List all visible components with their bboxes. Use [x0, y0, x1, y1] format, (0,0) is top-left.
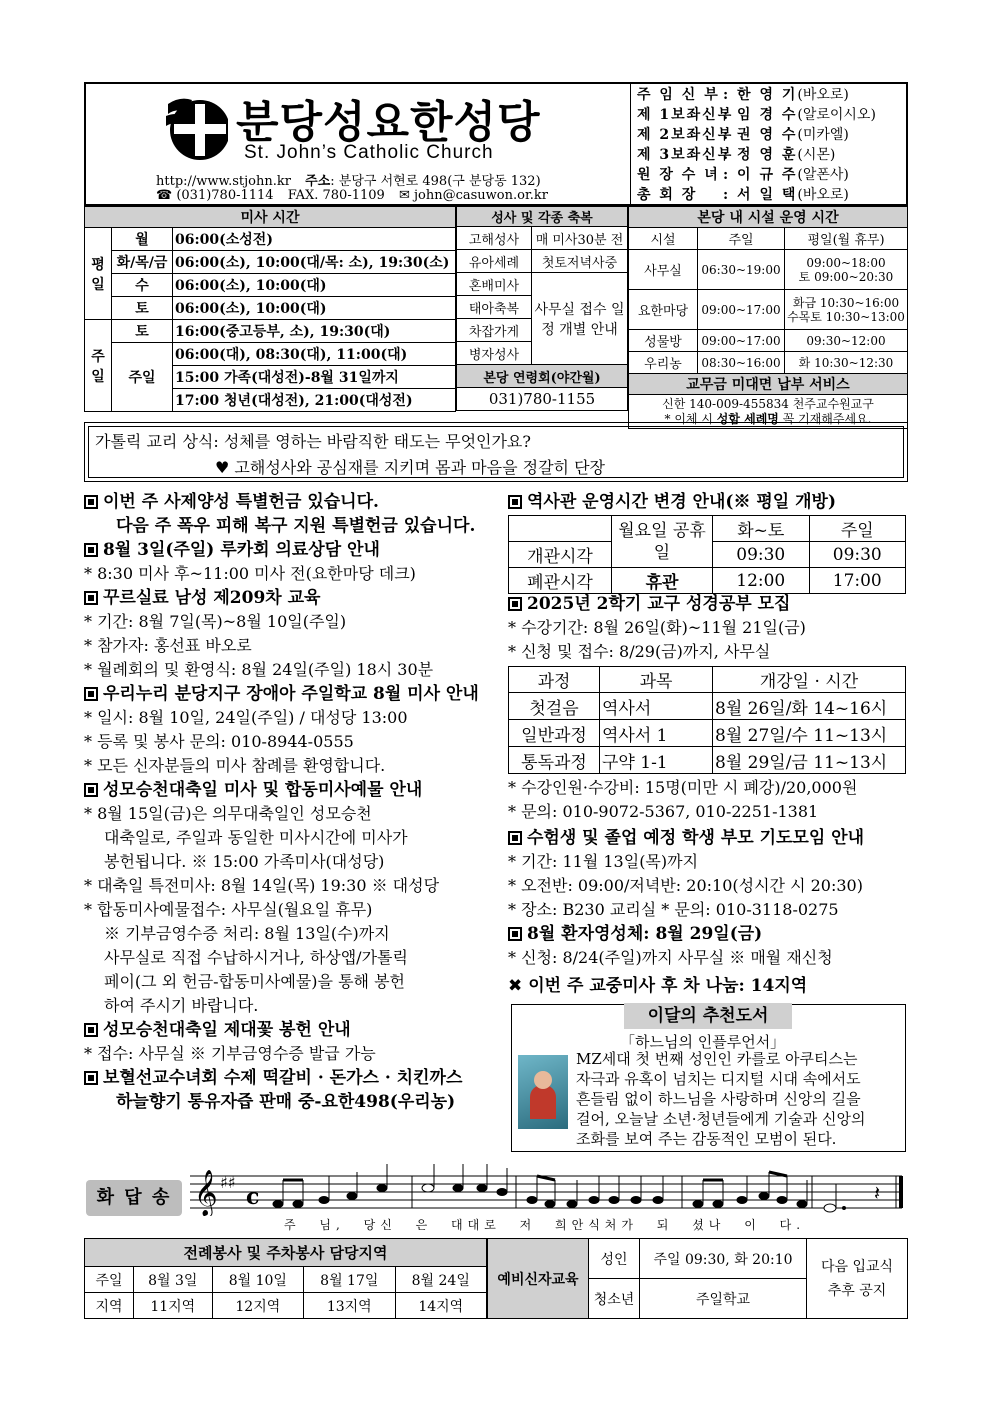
- clergy-row: 원 장 수 녀 : 이 규 주(알폰사): [637, 167, 849, 183]
- facilities-title: 본당 내 시설 운영 시간: [629, 207, 908, 228]
- mass-day: 토: [112, 320, 173, 343]
- notice-bullet: * 대축일 특전미사: 8월 14일(목) 19:30 ※ 대성당: [84, 876, 440, 895]
- hall-time: 12:00: [713, 568, 810, 594]
- notice-line: 하여 주시기 바랍니다.: [104, 996, 259, 1015]
- psalm-music-staff: [190, 1160, 906, 1216]
- bible-cell: 통독과정: [509, 747, 600, 774]
- facility-sunday: 06:30~19:00: [698, 250, 785, 290]
- bible-cell: 역사서 1: [600, 720, 713, 747]
- svg-text:♯♯: ♯♯: [220, 1173, 236, 1192]
- facility-sunday: 09:00~17:00: [698, 290, 785, 330]
- hall-col: 주일: [809, 516, 906, 542]
- masthead: [84, 82, 908, 206]
- payment-info: 신한 140-009-455834 천주교수원교구 * 이체 시 성함 세례명 꼭 기재해주세요.: [629, 395, 908, 429]
- notice-bullet: * 오전반: 09:00/저녁반: 20:10(성시간 시 20:30): [508, 876, 863, 895]
- notice-bullet: * 등록 및 봉사 문의: 010-8944-0555: [84, 732, 354, 751]
- bible-header: 과정: [509, 667, 600, 693]
- facility-sunday: 09:00~17:00: [698, 330, 785, 352]
- notice-line: ※ 기부금영수증 처리: 8월 13일(수)까지: [104, 924, 390, 943]
- catechism-box: [84, 422, 908, 482]
- sacrament-item: 유아세례: [457, 250, 532, 273]
- sacraments-table: [456, 206, 628, 411]
- notice-bullet: * 기간: 11월 13일(목)까지: [508, 852, 699, 871]
- sacrament-item: 태아축복: [457, 296, 532, 319]
- youth-label: 청소년: [589, 1279, 640, 1319]
- sunday-label: 주일: [85, 320, 112, 412]
- bible-section: 2025년 2학기 교구 성경공부 모집 * 수강기간: 8월 26일(화)~11월 21일(금) * 신청 및 접수: 8/29(금)까지, 사무실: [508, 594, 806, 661]
- bible-table: [508, 666, 906, 774]
- notice-icon: [508, 831, 522, 845]
- duty-row-label: 주일: [85, 1267, 134, 1293]
- notice-icon: [508, 927, 522, 941]
- duty-date: 8월 17일: [304, 1267, 395, 1293]
- mass-title: 미사 시간: [85, 207, 456, 228]
- sacraments-title: 성사 및 각종 축복: [457, 207, 628, 227]
- monday-holiday: 월요일 공휴일: [612, 516, 713, 568]
- bible-cell: 8월 26일/화 14~16시: [713, 693, 906, 720]
- duty-row-label: 지역: [85, 1293, 134, 1319]
- notice-heading: 이번 주 사제양성 특별헌금 있습니다.: [84, 490, 504, 514]
- duty-area: 12지역: [212, 1293, 303, 1319]
- notice-line: 봉헌됩니다. ※ 15:00 가족미사(대성당): [104, 852, 385, 871]
- bible-cell: 구약 1-1: [600, 747, 713, 774]
- notice-heading: 성모승천대축일 미사 및 합동미사예물 안내: [84, 778, 504, 802]
- book-name: 「하느님의 인플루언서」: [620, 1033, 786, 1051]
- bible-cell: 8월 27일/수 11~13시: [713, 720, 906, 747]
- fax: FAX. 780-1109: [287, 188, 385, 203]
- weekday-label: 평일: [85, 228, 112, 320]
- notice-icon: [84, 783, 98, 797]
- facilities-table: [628, 206, 908, 429]
- adult-time: 주일 09:30, 화 20:10: [640, 1239, 807, 1279]
- notice-subheading: 하늘향기 통유자즙 판매 중-요한498(우리농): [116, 1092, 456, 1112]
- notice-bullet: * 모든 신자분들의 미사 참례를 환영합니다.: [84, 756, 386, 775]
- bible-cell: 8월 29일/금 11~13시: [713, 747, 906, 774]
- notice-bullet: * 합동미사예물접수: 사무실(월요일 휴무): [84, 900, 373, 919]
- facility-weekday: 09:00~18:00 토 09:00~20:30: [785, 250, 908, 290]
- book-title: 이달의 추천도서: [624, 1003, 792, 1029]
- notice-line: 대축일로, 주일과 동일한 미사시간에 미사가: [104, 828, 408, 847]
- address-label: 주소: [305, 174, 331, 189]
- adult-label: 성인: [589, 1239, 640, 1279]
- facility-weekday: 화금 10:30~16:00 수목토 10:30~13:00: [785, 290, 908, 330]
- notice-heading: 우리누리 분당지구 장애아 주일학교 8월 미사 안내: [84, 682, 504, 706]
- clergy-row: 제 1보좌신부: 임 경 수(알로이시오): [637, 107, 876, 123]
- duty-date: 8월 3일: [134, 1267, 213, 1293]
- right-notices: [508, 826, 864, 970]
- history-hall-title: 역사관 운영시간 변경 안내(※ 평일 개방): [508, 490, 836, 514]
- notice-bullet: * 신청: 8/24(주일)까지 사무실 ※ 매월 재신청: [508, 948, 833, 967]
- notice-heading: 꾸르실료 남성 제209차 교육: [84, 586, 504, 610]
- notice-bullet: * 접수: 사무실 ※ 기부금영수증 발급 가능: [84, 1044, 376, 1063]
- duty-area: 14지역: [395, 1293, 486, 1319]
- notice-line: 사무실로 직접 수납하시거나, 하상앱/가톨릭: [104, 948, 408, 967]
- notice-bullet: * 참가자: 홍선표 바오로: [84, 636, 252, 655]
- mass-time: 06:00(소성전): [173, 228, 456, 251]
- duty-date: 8월 10일: [212, 1267, 303, 1293]
- clergy-row: 주 임 신 부 : 한 영 기(바오로): [637, 87, 849, 103]
- svg-text:𝄽: 𝄽: [874, 1181, 881, 1205]
- notice-heading: 8월 환자영성체: 8월 29일(금): [508, 922, 864, 946]
- notice-heading: 성모승천대축일 제대꽃 봉헌 안내: [84, 1018, 504, 1042]
- sunday-extra: 17:00 청년(대성전), 21:00(대성전): [173, 389, 456, 412]
- notice-bullet: * 8:30 미사 후~11:00 미사 전(요한마당 데크): [84, 564, 416, 583]
- bible-header: 과목: [600, 667, 713, 693]
- catechumen-table: [487, 1238, 908, 1319]
- sacrament-item: 병자성사: [457, 342, 532, 365]
- facility-name: 요한마당: [629, 290, 698, 330]
- facility-name: 우리농: [629, 352, 698, 374]
- tea-sharing: ✖ 이번 주 교중미사 후 차 나눔: 14지역: [508, 976, 808, 996]
- clergy-row: 총 회 장 : 서 일 택(바오로): [637, 187, 849, 203]
- facility-weekday: 09:30~12:00: [785, 330, 908, 352]
- sacrament-item: 혼배미사: [457, 273, 532, 296]
- svg-text:𝄞: 𝄞: [194, 1170, 218, 1216]
- bible-cell: 역사서: [600, 693, 713, 720]
- hall-col: 화~토: [713, 516, 810, 542]
- mass-time: 16:00(중고등부, 소), 19:30(대): [173, 320, 456, 343]
- bible-header: 개강일 · 시간: [713, 667, 906, 693]
- church-name-ko: 분당성요한성당: [236, 97, 541, 148]
- mass-time: 06:00(소), 10:00(대): [173, 297, 456, 320]
- hall-close-label: 폐관시각: [509, 568, 612, 594]
- mass-day: 수: [112, 274, 173, 297]
- sacrament-note: 매 미사30분 전: [532, 227, 628, 250]
- mass-day: 주일: [112, 343, 173, 412]
- hall-closed: 휴관: [612, 568, 713, 594]
- book-cover-image: [518, 1055, 568, 1129]
- book-desc: MZ세대 첫 번째 성인인 카를로 아쿠티스는 자극과 유혹이 넘치는 디지털 시대 속에서도 흔들림 없이 하느님을 사랑하며 신앙의 길을 걸어, 오늘날 소년·청년들에게 기술과 신앙의 조화를 보여 주는 감동적인 모범이 된다.: [576, 1050, 866, 1148]
- sunday-extra: 15:00 가족(대성전)-8월 31일까지: [173, 366, 456, 389]
- email-link[interactable]: ✉ john@casuwon.or.kr: [398, 188, 548, 203]
- council-title: 본당 연령회(야간월): [457, 365, 628, 388]
- payment-title: 교무금 미대면 납부 서비스: [629, 374, 908, 395]
- catechism-answer: ♥ 고해성사와 공심재를 지키며 몸과 마음을 정갈히 단장: [215, 458, 605, 477]
- notice-bullet: * 일시: 8월 10일, 24일(주일) / 대성당 13:00: [84, 708, 408, 727]
- facility-header: 주일: [698, 228, 785, 250]
- website-link[interactable]: http://www.stjohn.kr: [156, 174, 291, 189]
- clergy-row: 제 3보좌신부: 정 영 훈(시몬): [637, 147, 836, 163]
- bible-footer: * 수강인원·수강비: 15명(미만 시 폐강)/20,000원 * 문의: 010-9072-5367, 010-2251-1381: [508, 778, 858, 821]
- hall-time: 09:30: [713, 542, 810, 568]
- duty-area: 13지역: [304, 1293, 395, 1319]
- notice-bullet: * 장소: B230 교리실 * 문의: 010-3118-0275: [508, 900, 839, 919]
- notice-icon: [84, 687, 98, 701]
- mass-day: 화/목/금: [112, 251, 173, 274]
- notice-heading: 8월 3일(주일) 루카회 의료상담 안내: [84, 538, 504, 562]
- facility-weekday: 화 10:30~12:30: [785, 352, 908, 374]
- duty-table: [84, 1238, 487, 1319]
- notice-subheading: 다음 주 폭우 피해 복구 지원 특별헌금 있습니다.: [116, 516, 476, 536]
- sacrament-item: 고해성사: [457, 227, 532, 250]
- bible-cell: 일반과정: [509, 720, 600, 747]
- next-entry: 다음 입교식 추후 공지: [807, 1239, 908, 1319]
- notice-icon: [508, 597, 522, 611]
- council-phone: 031)780-1155: [457, 388, 628, 411]
- notice-bullet: * 8월 15일(금)은 의무대축일인 성모승천: [84, 804, 372, 823]
- address: : 분당구 서현로 498(구 분당동 132): [330, 174, 541, 189]
- facility-name: 성물방: [629, 330, 698, 352]
- facility-sunday: 08:30~16:00: [698, 352, 785, 374]
- facility-header: 평일(월 휴무): [785, 228, 908, 250]
- notice-icon: [84, 591, 98, 605]
- notice-icon: [84, 495, 98, 509]
- left-notices: [84, 490, 504, 1114]
- notice-icon: [84, 543, 98, 557]
- mass-time: 06:00(소), 10:00(대/목: 소), 19:30(소): [173, 251, 456, 274]
- catechumen-label: 예비신자교육: [488, 1239, 589, 1319]
- hall-time: 09:30: [809, 542, 906, 568]
- phone: ☎ (031)780-1114: [156, 188, 274, 203]
- duty-date: 8월 24일: [395, 1267, 486, 1293]
- notice-icon: [84, 1023, 98, 1037]
- psalm-lyrics: 주 님, 당신 은 대대로 저 희안식처가 되 셨나 이 다.: [284, 1218, 806, 1232]
- notice-heading: 보혈선교수녀회 수제 떡갈비 · 돈가스 · 치킨까스: [84, 1066, 504, 1090]
- church-name-en: St. John’s Catholic Church: [244, 142, 494, 163]
- butterfly-icon: ✖: [508, 976, 523, 996]
- response-label: 화 답 송: [86, 1180, 182, 1216]
- church-logo-icon: [164, 90, 228, 166]
- catechism-question: 가톨릭 교리 상식: 성체를 영하는 바람직한 태도는 무엇인가요?: [95, 432, 531, 451]
- mass-time: 06:00(대), 08:30(대), 11:00(대): [173, 343, 456, 366]
- notice-icon: [508, 495, 522, 509]
- youth-time: 주일학교: [640, 1279, 807, 1319]
- sacrament-note: 첫토저녁사중: [532, 250, 628, 273]
- clergy-row: 제 2보좌신부: 권 영 수(미카엘): [637, 127, 849, 143]
- notice-icon: [84, 1071, 98, 1085]
- notice-bullet: * 기간: 8월 7일(목)~8월 10일(주일): [84, 612, 347, 631]
- notice-bullet: * 월례회의 및 환영식: 8월 24일(주일) 18시 30분: [84, 660, 434, 679]
- svg-text:c: c: [246, 1184, 260, 1210]
- book-box: [511, 1004, 906, 1152]
- duty-title: 전례봉사 및 주차봉사 담당지역: [85, 1239, 487, 1267]
- duty-area: 11지역: [134, 1293, 213, 1319]
- history-hall-table: [508, 515, 906, 594]
- mass-day: 토: [112, 297, 173, 320]
- facility-header: 시설: [629, 228, 698, 250]
- bible-cell: 첫걸음: [509, 693, 600, 720]
- notice-line: 페이(그 외 헌금-합동미사예물)을 통해 봉헌: [104, 972, 405, 991]
- facility-name: 사무실: [629, 250, 698, 290]
- sacrament-office-note: 사무실 접수 일정 개별 안내: [532, 273, 628, 365]
- sacrament-item: 차잡가게: [457, 319, 532, 342]
- hall-time: 17:00: [809, 568, 906, 594]
- notice-heading: 수험생 및 졸업 예정 학생 부모 기도모임 안내: [508, 826, 864, 850]
- mass-day: 월: [112, 228, 173, 251]
- mass-times-table: [84, 206, 456, 412]
- hall-open-label: 개관시각: [509, 542, 612, 568]
- mass-time: 06:00(소), 10:00(대): [173, 274, 456, 297]
